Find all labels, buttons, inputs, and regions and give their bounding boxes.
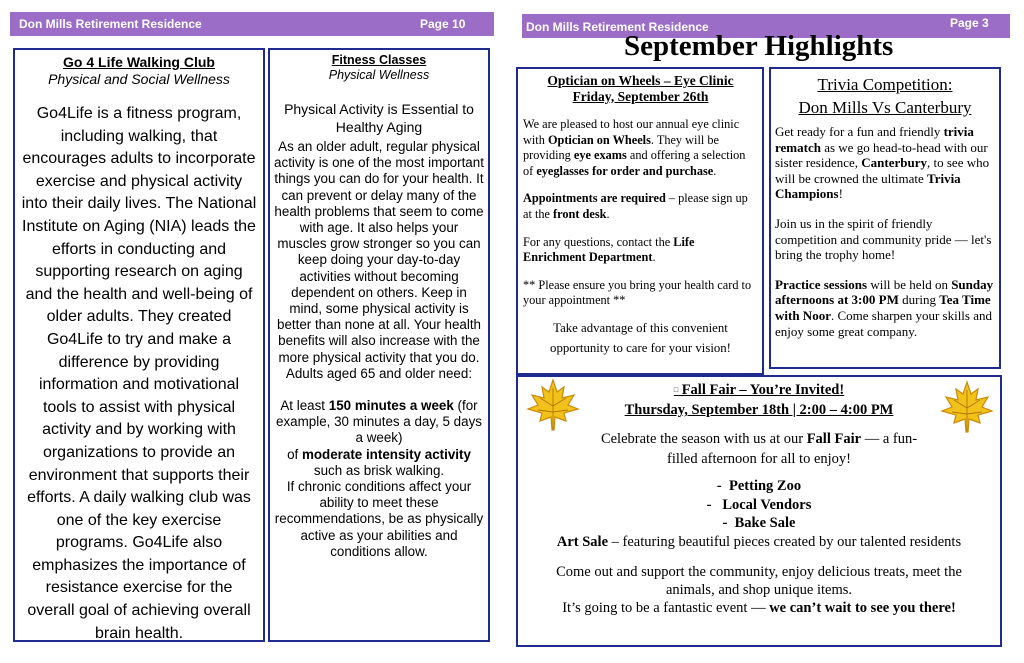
trivia-intro-g: !	[838, 186, 843, 202]
trivia-title: Trivia Competition:	[817, 75, 953, 94]
left-header-page: Page 10	[420, 17, 466, 31]
trivia-spirit: Join us in the spirit of friendly competition and community pride — let's bring the trophy home!	[775, 215, 992, 263]
optician-title: Optician on Wheels – Eye Clinic	[547, 73, 734, 88]
trivia-practice-f: . Come sharpen your skills and enjoy some great company.	[775, 307, 993, 339]
fitness-of: of	[287, 446, 302, 462]
walking-club-body: Go4Life is a fitness program, including walking, that encourages adults to incorporate exercise and physical activity into their daily lives. The National Institute on Aging (NIA) leads the efforts in conducting and supporting research on aging and the health and well-being of older adults. They created Go4Life to try and make a difference by providing information and motivational tools to assist with physical activity and by working with organizations to provide an environment that supports their efforts. A daily walking club was one of the key exercise programs. Go4Life also emphasizes the importance of resistance exercise for the overall goal of achieving overall brain health.	[21, 105, 257, 642]
fitness-subtitle: Physical Wellness	[328, 68, 430, 82]
optician-appointments-b: – please sign up at the	[523, 191, 748, 221]
fall-fair-intro	[598, 429, 920, 469]
maple-leaf-left-icon	[526, 378, 580, 432]
optician-contact	[523, 235, 758, 266]
optician-date: Friday, September 26th	[572, 88, 709, 104]
left-header-title: Don Mills Retirement Residence	[19, 17, 202, 31]
fall-fair-date: Thursday, September 18th | 2:00 – 4:00 PM	[624, 402, 894, 419]
optician-health-card: ** Please ensure you bring your health card to your appointment **	[523, 277, 752, 308]
optician-intro-c: . They will be providing	[523, 132, 719, 163]
fall-fair-marker: □	[673, 386, 679, 395]
fall-fair-title-text: Fall Fair – You’re Invited!	[678, 382, 845, 398]
fall-fair-item: - Local Vendors	[706, 496, 812, 513]
optician-intro-a: We are pleased to host our annual eye clinic with	[523, 117, 740, 147]
optician-intro	[523, 117, 758, 179]
fitness-classes-box	[268, 48, 490, 642]
fall-fair-intro-c: — a fun-filled afternoon for all to enjoy!	[666, 431, 918, 468]
fitness-recommendation	[274, 398, 484, 479]
trivia-box	[769, 67, 1001, 369]
trivia-rematch: trivia rematch	[775, 124, 974, 155]
trivia-subtitle: Don Mills Vs Canterbury	[798, 98, 972, 117]
optician-intro-e: and offering a selection of	[523, 148, 746, 178]
fall-fair-final-b: we can’t wait to see you there!	[769, 599, 956, 616]
fall-fair-closing: Come out and support the community, enjoy delicious treats, meet the animals, and shop unique items.	[556, 563, 962, 598]
fall-fair-item: - Bake Sale	[722, 515, 796, 532]
optician-appointments-required: Appointments are required	[523, 191, 666, 206]
fitness-at-least: At least	[280, 398, 329, 414]
optician-eyeglasses: eyeglasses for order and purchase	[536, 163, 714, 178]
optician-front-desk: front desk	[553, 206, 607, 221]
fall-fair-item-label: Petting Zoo	[729, 478, 802, 495]
fall-fair-item-label: Bake Sale	[734, 515, 796, 532]
trivia-practice-sessions: Practice sessions	[775, 276, 868, 292]
trivia-champions: Trivia Champions	[775, 170, 961, 202]
right-header-title: Don Mills Retirement Residence	[526, 20, 709, 34]
fall-fair-item-label: Local Vendors	[722, 496, 812, 513]
trivia-practice-d: during	[898, 292, 940, 308]
fitness-heading: Physical Activity is Essential to Healthy Aging	[284, 101, 474, 135]
optician-contact-a: For any questions, contact the	[523, 234, 674, 249]
fall-fair-item: - Petting Zoo	[716, 478, 802, 495]
fitness-body-text: As an older adult, regular physical activity is one of the most important things you can do for your health. It can prevent or delay many of the health problems that seem to come with age. It also helps your muscles grow stronger so you can keep doing your day-to-day activities without becoming dependent on others. Keep in mind, some physical activity is better than none at all. Your health benefits will also increase with the more physical activity that you do. Adults aged 65 and older need:	[274, 139, 484, 381]
fitness-such-as: such as brisk walking.	[313, 462, 445, 478]
fall-fair-final	[528, 599, 990, 617]
trivia-tea-time: Tea Time with Noor	[775, 292, 991, 323]
walking-club-box	[13, 48, 265, 642]
trivia-sunday: Sunday afternoons at 3:00 PM	[775, 276, 994, 308]
fall-fair-art-sale	[528, 533, 990, 551]
optician-contact-c: .	[652, 250, 656, 265]
fall-fair-art-desc: – featuring beautiful pieces created by our talented residents	[608, 533, 962, 550]
trivia-intro-c: as we go head-to-head with our sister residence,	[775, 139, 988, 171]
optician-company: Optician on Wheels	[547, 132, 651, 147]
optician-box	[516, 67, 764, 375]
fall-fair-art-label: Art Sale	[556, 533, 609, 550]
trivia-intro	[775, 124, 995, 202]
trivia-intro-a: Get ready for a fun and friendly	[775, 124, 944, 139]
fitness-example: (for example, 30 minutes a day, 5 days a week)	[276, 398, 482, 446]
optician-eye-exams: eye exams	[573, 148, 627, 163]
trivia-practice	[775, 277, 995, 339]
maple-leaf-right-icon	[940, 380, 994, 434]
fall-fair-box	[516, 375, 1002, 647]
optician-life-enrichment: Life Enrichment Department	[523, 234, 695, 265]
trivia-practice-b: will be held on	[867, 276, 952, 292]
optician-appointments	[523, 191, 758, 222]
optician-closing: Take advantage of this convenient opportunity to care for your vision!	[550, 320, 731, 356]
fitness-minutes: 150 minutes a week	[328, 398, 454, 414]
fitness-intensity: moderate intensity activity	[301, 446, 471, 462]
optician-appointments-d: .	[606, 206, 610, 221]
september-highlights-title: September Highlights	[624, 30, 894, 62]
fitness-chronic: If chronic conditions affect your ability to meet these recommendations, be as physically active as your abilities and conditions allow.	[274, 479, 484, 559]
fitness-body	[274, 139, 484, 382]
walking-club-subtitle: Physical and Social Wellness	[48, 71, 230, 87]
fall-fair-final-a: It’s going to be a fantastic event —	[562, 599, 770, 616]
trivia-canterbury: Canterbury	[861, 155, 927, 171]
fitness-title: Fitness Classes	[331, 53, 427, 67]
walking-club-title: Go 4 Life Walking Club	[63, 54, 215, 70]
fall-fair-title	[528, 382, 990, 399]
left-header-band	[10, 12, 494, 36]
fall-fair-items	[528, 477, 990, 533]
trivia-intro-e: , to see who will be crowned the ultimate	[775, 155, 990, 186]
right-header-page: Page 3	[950, 16, 989, 30]
fall-fair-name: Fall Fair	[806, 431, 862, 448]
fall-fair-intro-a: Celebrate the season with us at our	[600, 431, 807, 448]
optician-intro-g: .	[713, 163, 717, 178]
